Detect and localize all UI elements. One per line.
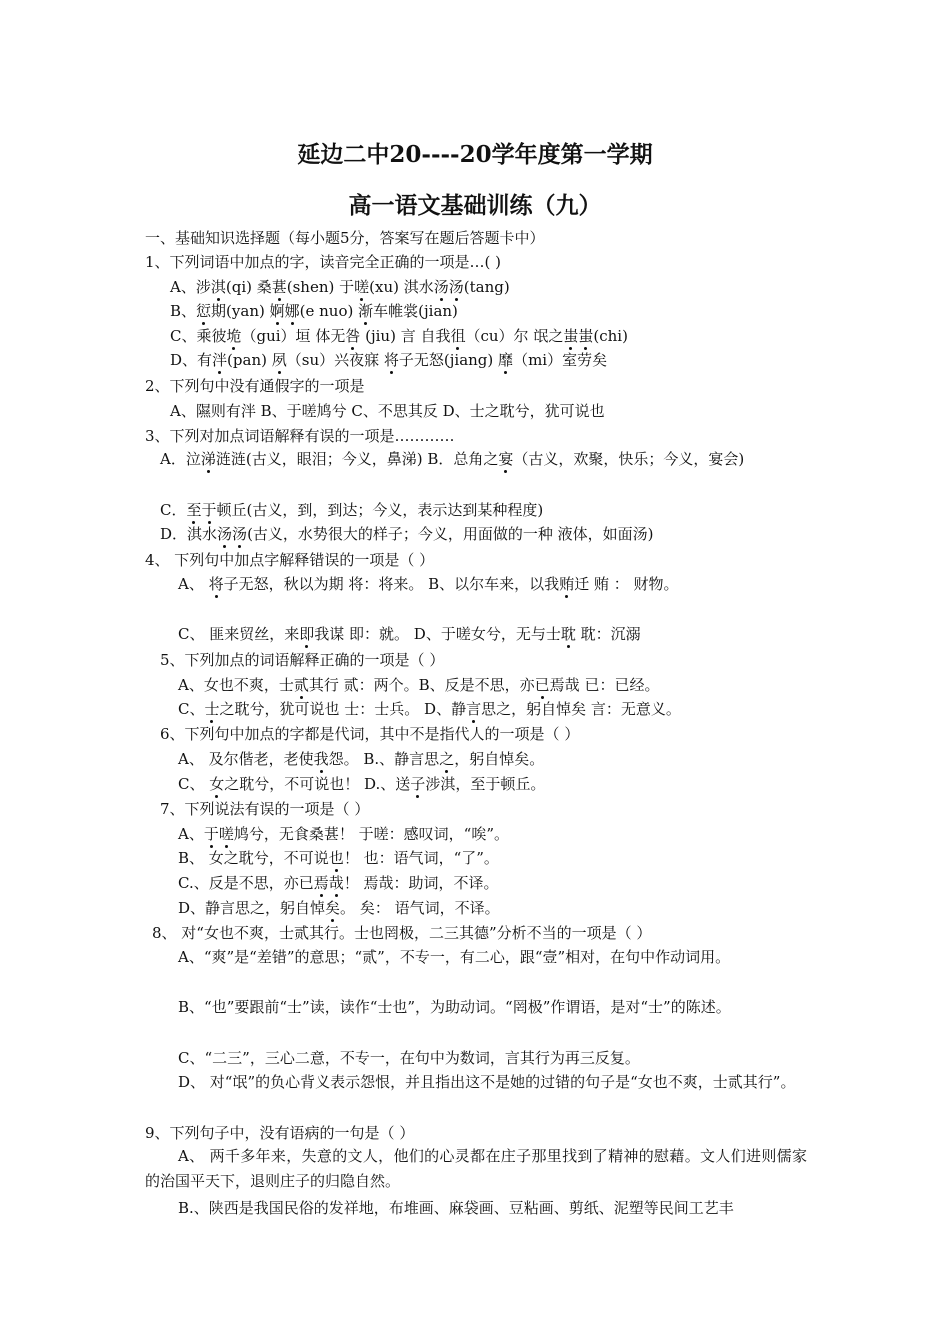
emphasis-dot-char: 涕 <box>200 450 216 468</box>
emphasis-dot-char: 渐 <box>358 302 374 320</box>
emphasis-dot-char: 贰 <box>293 676 309 694</box>
emphasis-dot-char: 哉 <box>328 874 344 892</box>
emphasis-dot-char: 婀 <box>269 302 285 320</box>
question-4-option-cd: C、 匪来贸丝，来即我谋 即：就。 D、于嗟女兮，无与士耽 耽：沉溺 <box>178 625 641 643</box>
question-5-stem: 5、下列加点的词语解释正确的一项是（ ） <box>160 651 445 669</box>
emphasis-dot-char: 夙 <box>271 351 287 369</box>
question-2-options: A、隰则有泮 B、于嗟鸠兮 C、不思其反 D、士之耽兮，犹可说也 <box>170 402 605 420</box>
question-4-stem: 4、 下列句中加点字解释错误的一项是（ ） <box>145 551 435 569</box>
emphasis-dot-char: 嗟 <box>354 278 370 296</box>
question-4-option-ab: A、 将子无怒，秋以为期 将：将来。 B、以尔车来，以我贿迁 贿 ： 财物。 <box>178 575 679 593</box>
emphasis-dot-char: 之 <box>439 750 455 768</box>
emphasis-dot-char: 愆 <box>196 302 212 320</box>
question-1-option-d: D、有泮(pan) 夙（su）兴夜寐 将子无怒(jiang) 靡（mi）室劳矣 <box>170 351 608 369</box>
emphasis-dot-char: 焉 <box>313 874 329 892</box>
emphasis-dot-char: 耽 <box>560 625 576 643</box>
question-1-stem: 1、下列词语中加点的字，读音完全正确的一项是…( ) <box>145 253 502 271</box>
document-title: 延边二中20----20学年度第一学期 <box>297 141 653 168</box>
section-heading: 一、基础知识选择题（每小题5分，答案写在题后答题卡中） <box>145 229 545 247</box>
emphasis-dot-char: 葚 <box>271 278 287 296</box>
question-8-option-d: D、 对“氓”的负心背义表示怨恨，并且指出这不是她的过错的句子是“女也不爽，士贰其行”。 <box>178 1073 796 1091</box>
emphasis-dot-char: 至 <box>186 501 202 519</box>
question-1-option-a: A、涉淇(qi) 桑葚(shen) 于嗟(xu) 淇水汤汤(tang) <box>170 278 510 296</box>
emphasis-dot-char: 士 <box>204 700 220 718</box>
emphasis-dot-char: 子 <box>410 775 426 793</box>
question-3-option-d: D．淇水汤汤(古义，水势很大的样子；今义，用面做的一种 液体，如面汤) <box>160 525 654 543</box>
question-8-stem: 8、 对“女也不爽，士贰其行。士也罔极，二三其德”分析不当的一项是（ ） <box>152 924 652 942</box>
question-3-option-ab: A．泣涕涟涟(古义，眼泪；今义，鼻涕) B．总角之宴（古义，欢聚，快乐；今义，宴会) <box>160 450 745 468</box>
emphasis-dot-char: 言 <box>466 700 482 718</box>
question-7-option-d: D、静言思之，躬自悼矣。 矣： 语气词，不译。 <box>178 899 500 917</box>
emphasis-dot-char: 于 <box>201 501 217 519</box>
emphasis-dot-char: 将 <box>208 575 224 593</box>
emphasis-dot-char: 蚩 <box>578 327 594 345</box>
question-8-option-c: C、“二三”，三心二意，不专一，在句中为数词，言其行为再三反复。 <box>178 1049 640 1067</box>
emphasis-dot-char: 徂 <box>450 327 466 345</box>
question-3-stem: 3、下列对加点词语解释有误的一项是………… <box>145 427 455 445</box>
emphasis-dot-char: 矣 <box>325 899 341 917</box>
question-5-option-cd: C、士之耽兮，犹可说也 士：士兵。 D、静言思之，躬自悼矣 言：无意义。 <box>178 700 681 718</box>
emphasis-dot-char: 咎 <box>345 327 361 345</box>
question-7-option-c: C.、反是不思，亦已焉哉！ 焉哉：助词，不译。 <box>178 874 499 892</box>
question-8-option-a: A、“爽”是“差错”的意思；“贰”，不专一，有二心，跟“壹”相对，在句中作动词用。 <box>178 948 731 966</box>
emphasis-dot-char: 汤 <box>448 278 464 296</box>
emphasis-dot-char: 垝 <box>226 327 242 345</box>
emphasis-dot-char: 汤 <box>433 278 449 296</box>
question-1-option-b: B、愆期(yan) 婀娜(e nuo) 渐车帷裳(jian) <box>170 302 458 320</box>
emphasis-dot-char: 女 <box>209 775 225 793</box>
question-2-stem: 2、下列句中没有通假字的一项是 <box>145 377 365 395</box>
emphasis-dot-char: 将 <box>383 351 399 369</box>
question-9-stem: 9、下列句子中，没有语病的一句是（ ） <box>145 1124 415 1142</box>
emphasis-dot-char: 即 <box>299 625 315 643</box>
question-7-option-b: B、 女之耽兮，不可说也！ 也：语气词，“了”。 <box>178 849 499 867</box>
emphasis-dot-char: 蚩 <box>563 327 579 345</box>
document-subtitle: 高一语文基础训练（九） <box>348 192 602 219</box>
question-6-stem: 6、下列句中加点的字都是代词，其中不是指代人的一项是（ ） <box>160 725 580 743</box>
emphasis-dot-char: 已 <box>534 676 550 694</box>
emphasis-dot-char: 淇 <box>210 278 226 296</box>
question-8-option-b: B、“也”要跟前“士”读，读作“士也”，为助动词。“罔极”作谓语，是对“士”的陈述。 <box>178 998 731 1016</box>
emphasis-dot-char: 娜 <box>284 302 300 320</box>
emphasis-dot-char: 贿 <box>559 575 575 593</box>
emphasis-dot-char: 靡 <box>498 351 514 369</box>
emphasis-dot-char: 嗟 <box>218 825 234 843</box>
emphasis-dot-char: 我 <box>313 750 329 768</box>
question-3-option-c: C．至于顿丘(古义，到，到达；今义，表示达到某种程度) <box>160 501 544 519</box>
question-7-stem: 7、下列说法有误的一项是（ ） <box>160 800 370 818</box>
question-9-option-b: B.、陕西是我国民俗的发祥地，布堆画、麻袋画、豆粘画、剪纸、泥塑等民间工艺丰 <box>178 1199 734 1217</box>
question-6-option-ab: A、 及尔偕老，老使我怨。 B.、静言思之，躬自悼矣。 <box>178 750 545 768</box>
emphasis-dot-char: 汤 <box>232 525 248 543</box>
emphasis-dot-char: 汤 <box>217 525 233 543</box>
question-6-option-cd: C、 女之耽兮，不可说也！ D.、送子涉淇，至于顿丘。 <box>178 775 546 793</box>
emphasis-dot-char: 泮 <box>212 351 228 369</box>
question-9-option-a: A、 两千多年来，失意的文人，他们的心灵都在庄子那里找到了精神的慰藉。文人们进则儒家的治国平天下，退则庄子的归隐自然。 <box>145 1147 807 1190</box>
question-1-option-c: C、乘彼垝（gui）垣 体无咎 (jiu) 言 自我徂（cu）尔 氓之蚩蚩(chi) <box>170 327 628 345</box>
emphasis-dot-char: 于 <box>203 825 219 843</box>
question-5-option-ab: A、女也不爽，士贰其行 贰：两个。B、反是不思，亦已焉哉 已：已经。 <box>178 676 660 694</box>
question-7-option-a: A、于嗟鸠兮，无食桑葚！ 于嗟：感叹词，“唉”。 <box>178 825 509 843</box>
emphasis-dot-char: 宴 <box>498 450 514 468</box>
emphasis-dot-char: 也 <box>328 849 344 867</box>
